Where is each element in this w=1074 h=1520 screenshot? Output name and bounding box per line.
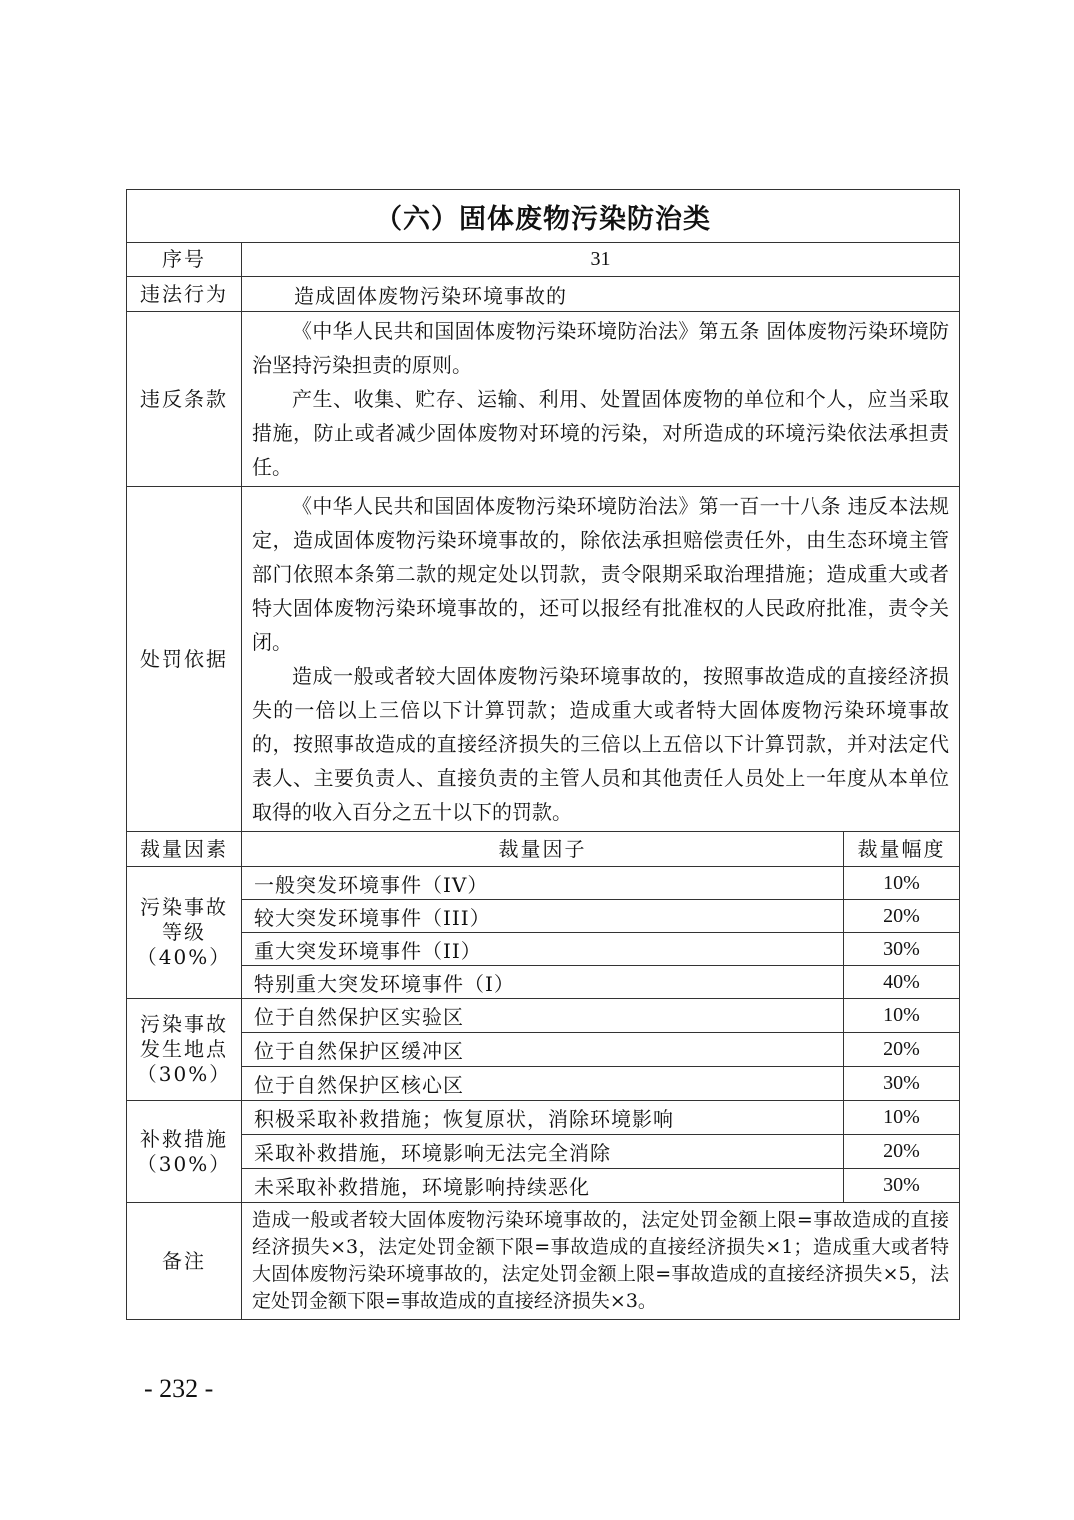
factor-percent: 10%	[844, 999, 960, 1033]
basis-label: 处罚依据	[127, 487, 242, 832]
remark-text: 造成一般或者较大固体废物污染环境事故的，法定处罚金额上限=事故造成的直接经济损失×3，法定处罚金额下限=事故造成的直接经济损失×1；造成重大或者特大固体废物污染环境事故的，法定处罚金额上限=事故造成的直接经济损失×5，法定处罚金额下限=事故造成的直接经济损失×3。	[242, 1203, 960, 1320]
group-label-accident-location: 污染事故 发生地点 （30%）	[127, 999, 242, 1101]
factor-percent: 40%	[844, 966, 960, 999]
clauses-paragraph-1: 《中华人民共和国固体废物污染环境防治法》第五条 固体废物污染环境防治坚持污染担责的原则。	[252, 319, 950, 377]
group-label-remedial-measures: 补救措施 （30%）	[127, 1101, 242, 1203]
page-number: - 232 -	[144, 1374, 214, 1403]
factor-percent: 20%	[844, 1033, 960, 1067]
factor-item: 位于自然保护区缓冲区	[242, 1033, 844, 1067]
factor-percent: 20%	[844, 1135, 960, 1169]
factor-percent: 20%	[844, 900, 960, 933]
factor-item: 特别重大突发环境事件（I）	[242, 966, 844, 999]
factor-item: 未采取补救措施，环境影响持续恶化	[242, 1169, 844, 1203]
clauses-paragraph-2: 产生、收集、贮存、运输、利用、处置固体废物的单位和个人，应当采取措施，防止或者减少固体废物对环境的污染，对所造成的环境污染依法承担责任。	[252, 387, 950, 479]
remark-label: 备注	[127, 1203, 242, 1320]
section-title: （六）固体废物污染防治类	[127, 190, 960, 243]
serial-value: 31	[242, 243, 960, 277]
factor-item: 重大突发环境事件（II）	[242, 933, 844, 966]
factor-item: 积极采取补救措施；恢复原状，消除环境影响	[242, 1101, 844, 1135]
factor-item: 采取补救措施，环境影响无法完全消除	[242, 1135, 844, 1169]
serial-label: 序号	[127, 243, 242, 277]
clauses-content	[242, 312, 960, 487]
factor-item: 较大突发环境事件（III）	[242, 900, 844, 933]
violation-value: 造成固体废物污染环境事故的	[242, 277, 960, 312]
violation-label: 违法行为	[127, 277, 242, 312]
factor-item: 位于自然保护区核心区	[242, 1067, 844, 1101]
basis-paragraph-2: 造成一般或者较大固体废物污染环境事故的，按照事故造成的直接经济损失的一倍以上三倍以下计算罚款；造成重大或者特大固体废物污染环境事故的，按照事故造成的直接经济损失的三倍以上五倍以下计算罚款，并对法定代表人、主要负责人、直接负责的主管人员和其他责任人员处上一年度从本单位取得的收入百分之五十以下的罚款。	[252, 664, 950, 824]
discretion-range-header: 裁量幅度	[844, 832, 960, 867]
basis-paragraph-1: 《中华人民共和国固体废物污染环境防治法》第一百一十八条 违反本法规定，造成固体废物污染环境事故的，除依法承担赔偿责任外，由生态环境主管部门依照本条第二款的规定处以罚款，责令限期采取治理措施；造成重大或者特大固体废物污染环境事故的，还可以报经有批准权的人民政府批准，责令关闭。	[252, 494, 950, 654]
factor-item: 位于自然保护区实验区	[242, 999, 844, 1033]
group-label-accident-level: 污染事故 等级 （40%）	[127, 867, 242, 999]
factor-percent: 10%	[844, 867, 960, 900]
factor-percent: 30%	[844, 933, 960, 966]
penalty-table	[126, 189, 960, 1320]
clauses-label: 违反条款	[127, 312, 242, 487]
basis-content	[242, 487, 960, 832]
discretion-item-header: 裁量因子	[242, 832, 844, 867]
factor-percent: 30%	[844, 1067, 960, 1101]
factor-item: 一般突发环境事件（IV）	[242, 867, 844, 900]
factor-percent: 30%	[844, 1169, 960, 1203]
factor-percent: 10%	[844, 1101, 960, 1135]
discretion-factor-header: 裁量因素	[127, 832, 242, 867]
